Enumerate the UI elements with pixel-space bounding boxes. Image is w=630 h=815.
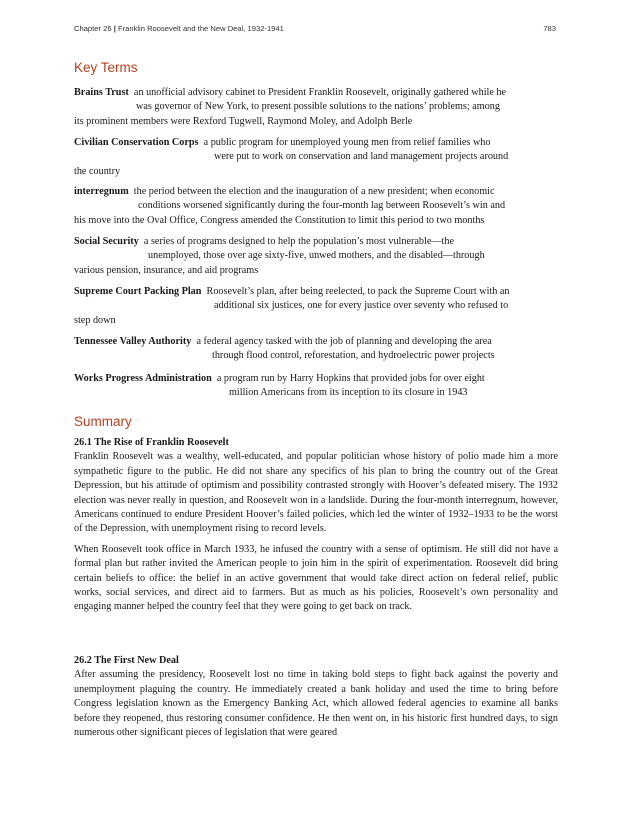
term-name: interregnum <box>74 186 129 197</box>
term-definition-second: additional six justices, one for every justice over seventy who refused to <box>214 300 509 312</box>
chapter-title: Franklin Roosevelt and the New Deal, 1932-1941 <box>117 24 284 33</box>
chapter-label: Chapter 26 <box>74 24 112 33</box>
term-definition-second: million Americans from its inception to its closure in 1943 <box>229 387 468 399</box>
section-title: 26.2 The First New Deal <box>74 655 179 666</box>
key-term-entry <box>74 372 558 401</box>
key-term-entry <box>74 285 558 328</box>
term-name: Works Progress Administration <box>74 373 212 384</box>
term-name: Brains Trust <box>74 87 129 98</box>
term-definition-first: the period between the election and the inauguration of a new president; when economic <box>133 186 495 197</box>
term-definition-first: a federal agency tasked with the job of planning and developing the area <box>196 336 492 347</box>
summary-heading: Summary <box>74 414 132 429</box>
term-definition-rest: various pension, insurance, and aid programs <box>74 264 259 276</box>
term-definition-first: a program run by Harry Hopkins that provided jobs for over eight <box>216 373 485 384</box>
term-definition-rest: step down <box>74 314 116 326</box>
page-header <box>74 24 556 33</box>
paragraph: After assuming the presidency, Roosevelt lost no time in taking bold steps to fight back against the poverty and unemployment plaguing the country. He immediately created a bank holiday and used the time to bring before Congress legislation known as the Emergency Banking Act, which allowed federal agencies to examine all banks before they reopened, thus restoring consumer confidence. He then went on, in his historic first hundred days, to sign numerous other significant pieces of legislation that were geared <box>74 669 558 739</box>
key-term-entry <box>74 335 558 364</box>
term-name: Social Security <box>74 236 139 247</box>
paragraph: Franklin Roosevelt was a wealthy, well-educated, and popular politician whose history of polio made him a more sympathetic figure to the public. He did not share any specifics of his plan to bring the country out of the Great Depression, but his attitude of optimism and possibility contrasted strongly with Hoover’s defeated misery. The 1932 election was never really in question, and Roosevelt won in a landslide. During the four-month interregnum, however, Americans continued to endure President Hoover’s failed policies, which led the winter of 1932–1933 to be the worst of the Depression, with unemployment rising to record levels. <box>74 451 558 535</box>
term-definition-first: a public program for unemployed young men from relief families who <box>203 137 491 148</box>
key-term-entry <box>74 86 558 129</box>
term-definition-rest: the country <box>74 165 121 177</box>
header-separator: | <box>113 24 116 33</box>
term-name: Tennessee Valley Authority <box>74 336 192 347</box>
term-definition-second: unemployed, those over age sixty-five, unwed mothers, and the disabled—through <box>148 250 485 262</box>
term-definition-rest: its prominent members were Rexford Tugwell, Raymond Moley, and Adolph Berle <box>74 115 413 127</box>
term-definition-first: a series of programs designed to help the population’s most vulnerable—the <box>143 236 454 247</box>
term-definition-second: was governor of New York, to present possible solutions to the nations’ problems; among <box>136 101 500 113</box>
term-definition-first: an unofficial advisory cabinet to President Franklin Roosevelt, originally gathered while he <box>133 87 507 98</box>
key-term-entry <box>74 185 558 228</box>
key-terms-heading: Key Terms <box>74 60 138 75</box>
term-definition-second: conditions worsened significantly during the four-month lag between Roosevelt’s win and <box>138 200 506 212</box>
paragraph: When Roosevelt took office in March 1933, he infused the country with a sense of optimism. He still did not have a formal plan but rather invited the American people to join him in the spirit of experimentation. Roosevelt did bring certain beliefs to office: the belief in an active government that would take direct action on federal relief, public works, social services, and direct aid to farmers. But as much as his policies, Roosevelt’s own personality and engaging manner helped the country feel that they were going to get back on track. <box>74 543 558 613</box>
summary-section <box>74 436 558 615</box>
term-definition-second: were put to work on conservation and land management projects around <box>214 151 509 163</box>
term-definition-rest: his move into the Oval Office, Congress amended the Constitution to limit this period to two months <box>74 214 485 226</box>
term-definition-first: Roosevelt’s plan, after being reelected, to pack the Supreme Court with an <box>206 286 510 297</box>
term-definition-second: through flood control, reforestation, and hydroelectric power projects <box>212 350 495 362</box>
running-head <box>74 24 284 33</box>
key-term-entry <box>74 136 558 179</box>
term-name: Supreme Court Packing Plan <box>74 286 202 297</box>
page-number: 783 <box>543 24 556 33</box>
summary-section <box>74 654 558 740</box>
section-title: 26.1 The Rise of Franklin Roosevelt <box>74 437 229 448</box>
term-name: Civilian Conservation Corps <box>74 137 199 148</box>
key-term-entry <box>74 235 558 278</box>
